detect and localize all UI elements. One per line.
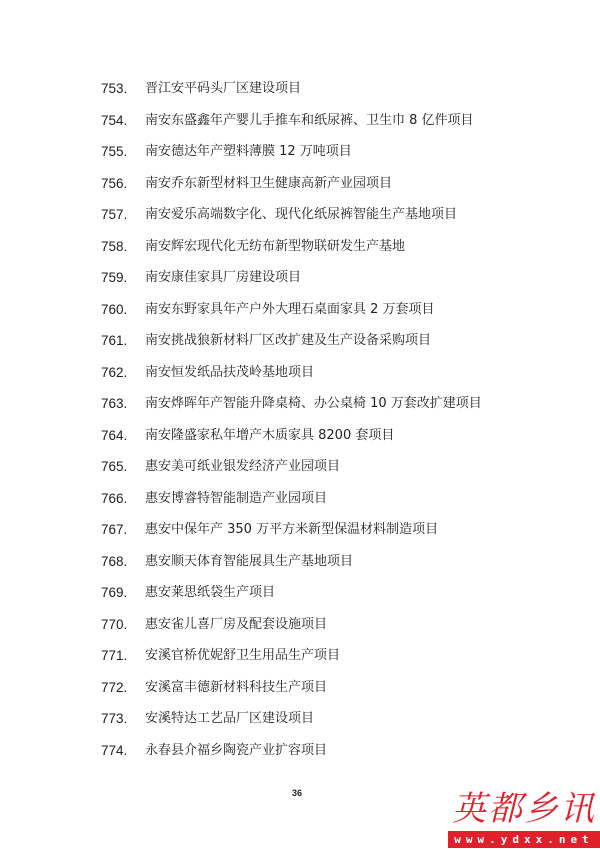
item-text: 安溪官桥优妮舒卫生用品生产项目: [145, 648, 341, 663]
item-number: 768.: [101, 553, 128, 569]
item-number: 756.: [101, 175, 128, 191]
item-number: 770.: [101, 616, 128, 632]
item-text: 惠安顺天体育智能展具生产基地项目: [145, 553, 354, 569]
item-text: 南安挑战狼新材料厂区改扩建及生产设备采购项目: [145, 333, 432, 348]
item-number: 761.: [101, 333, 128, 348]
item-text: 南安康佳家具厂房建设项目: [145, 270, 302, 285]
item-text: 惠安博睿特智能制造产业园项目: [145, 490, 328, 506]
item-text: 惠安中保年产 350 万平方米新型保温材料制造项目: [145, 522, 439, 537]
item-number: 774.: [101, 742, 128, 758]
item-text: 惠安莱思纸袋生产项目: [145, 585, 276, 600]
item-text: 南安烨晖年产智能升降桌椅、办公桌椅 10 万套改扩建项目: [145, 396, 482, 411]
item-text: 南安恒发纸品扶茂岭基地项目: [145, 364, 315, 380]
item-text: 南安德达年产塑料薄膜 12 万吨项目: [145, 144, 352, 159]
item-text: 南安东盛鑫年产婴儿手推车和纸尿裤、卫生巾 8 亿件项目: [145, 112, 474, 128]
item-text: 永春县介福乡陶瓷产业扩容项目: [145, 742, 328, 758]
item-text: 惠安雀儿喜厂房及配套设施项目: [145, 616, 328, 632]
item-number: 764.: [101, 427, 128, 443]
item-number: 760.: [101, 301, 128, 317]
item-text: 南安爱乐高端数字化、现代化纸尿裤智能生产基地项目: [145, 207, 458, 222]
item-text: 安溪富丰德新材料科技生产项目: [145, 679, 328, 695]
item-number: 771.: [101, 648, 128, 663]
page-number: 36: [292, 788, 303, 798]
item-text: 南安辉宏现代化无纺布新型物联研发生产基地: [145, 238, 406, 254]
item-number: 759.: [101, 270, 128, 285]
item-number: 754.: [101, 112, 128, 128]
item-number: 767.: [101, 522, 128, 537]
item-number: 758.: [101, 238, 128, 254]
item-text: 晋江安平码头厂区建设项目: [145, 81, 302, 96]
item-text: 南安隆盛家私年增产木质家具 8200 套项目: [145, 427, 395, 443]
item-number: 765.: [101, 459, 128, 474]
item-text: 南安乔东新型材料卫生健康高新产业园项目: [145, 175, 393, 191]
item-number: 753.: [101, 81, 128, 96]
item-number: 769.: [101, 585, 128, 600]
item-text: 南安东野家具年产户外大理石桌面家具 2 万套项目: [145, 301, 435, 317]
watermark-logo: 英都乡讯: [452, 789, 596, 829]
item-number: 766.: [101, 490, 128, 506]
item-number: 762.: [101, 364, 128, 380]
item-number: 773.: [101, 711, 128, 726]
item-text: 安溪特达工艺品厂区建设项目: [145, 711, 315, 726]
item-number: 755.: [101, 144, 128, 159]
item-number: 772.: [101, 679, 128, 695]
watermark: [448, 787, 600, 849]
item-number: 763.: [101, 396, 128, 411]
watermark-url: www.ydxx.net: [448, 831, 600, 848]
item-text: 惠安美可纸业银发经济产业园项目: [145, 459, 341, 474]
item-number: 757.: [101, 207, 128, 222]
